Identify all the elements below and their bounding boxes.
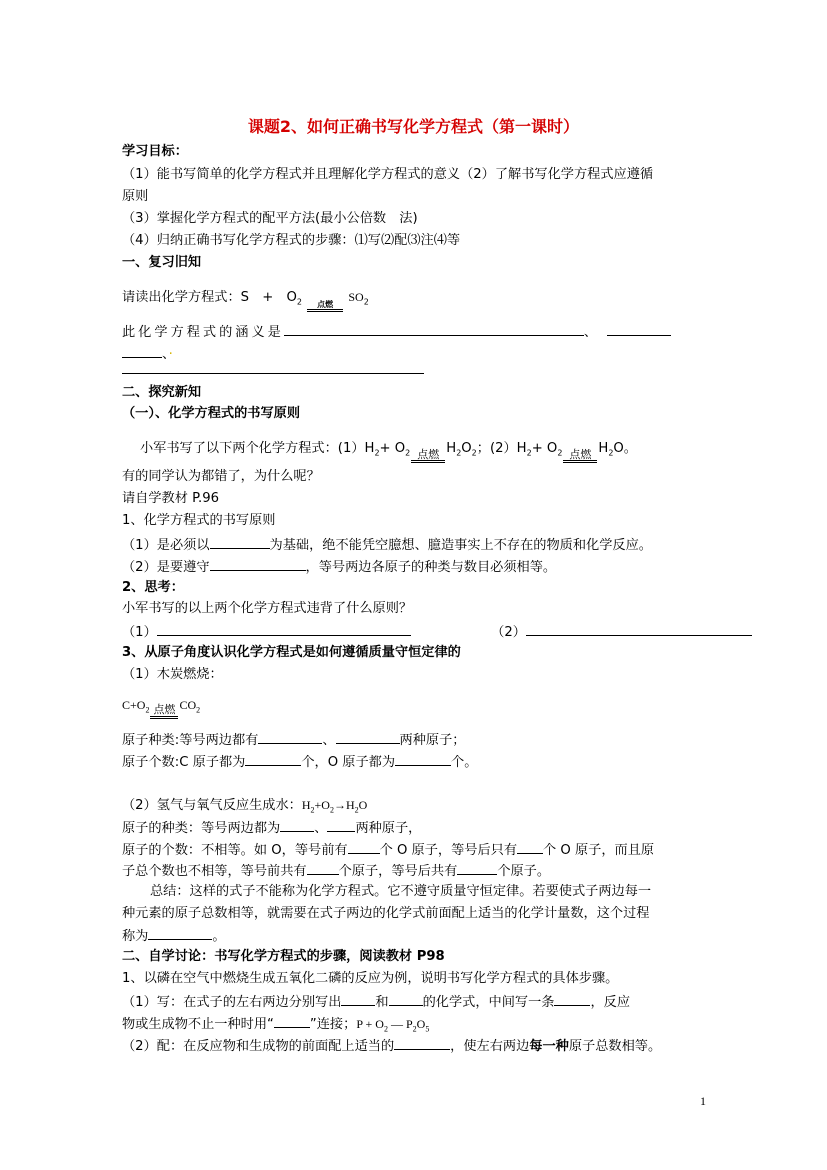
p-end: 原子总数相等。 [568,1039,662,1054]
page-title: 课题2、如何正确书写化学方程式（第一课时） [247,117,580,136]
review-prompt: 请读出化学方程式：S + O [122,290,297,305]
atom-count [122,752,477,772]
p-pre: （2）配：在反 [122,1039,210,1054]
n2-post: 个 O 原子，而且原 [543,843,655,858]
num-2b [122,861,550,881]
xiaojun-text: 小军书写了以下两个化学方程式：(1）H [140,441,375,456]
principle-2 [122,557,556,577]
discuss-heading: 二、自学讨论：书写化学方程式的步骤，阅读教材 P98 [122,949,445,964]
review-meaning [122,322,671,342]
num-post: 个。 [451,755,478,770]
w2-mid: ”连接； [309,1017,357,1032]
eq1-cond: 点燃 [417,447,440,461]
charcoal-equation: $C+O_2$ 点燃 $CO_2$ [122,696,200,719]
review-equation: 请读出化学方程式：S + $O_2$ 点燃 $SO_2$ [122,288,369,312]
atom-kind [122,730,465,750]
objective-line-4: （4）归纳正确书写化学方程式的步骤：⑴写⑵配⑶注⑷等 [122,233,461,248]
review-heading: 一、复习旧知 [122,255,202,270]
p1b-pre: （2）是要遵守 [122,560,210,575]
k2-mid: 、 [314,821,328,836]
answer-line [122,373,424,374]
k2-pre: 原子的种类：等号两边都为 [122,821,281,836]
kind-mid: 、 [322,733,336,748]
think-question: 小军书写的以上两个化学方程式违背了什么原则？ [122,601,413,616]
kind-2 [122,818,421,838]
kind-post: 两种原子； [399,733,466,748]
read-textbook: 请自学教材 P.96 [122,491,219,506]
w-and: 和 [375,995,389,1010]
objective-line-2: 原则 [122,189,149,204]
think-2-label: （2） [491,625,526,640]
meaning-label: 此化学方程式的涵义是 [122,325,284,340]
p-bold: 每一种 [529,1039,569,1054]
objective-line-1: （1）能书写简单的化学方程式并且理解化学方程式的意义（2）了解书写化学方程式应遵循 [122,167,654,182]
n2-m1: 个 O 原子，等号后只有 [379,843,518,858]
objectives-heading: 学习目标： [122,144,188,159]
meaning-cont-sep: 、 [162,347,169,362]
s3b-label: （2）氢气与氧气反应生成水： [122,798,302,813]
n2b-pre: 子总个数也不相等，等号前共有 [122,864,307,879]
discuss-1: 1、以磷在空气中燃烧生成五氧化二磷的反应为例，说明书写化学方程式的具体步骤。 [122,971,619,986]
p1a-pre: （1）是必须以 [122,538,210,553]
condition-label: 点燃 [317,299,334,309]
num-2 [122,840,654,860]
sum3-post: 。 [212,929,226,944]
section-3-heading: 3、从原子角度认识化学方程式是如何遵循质量守恒定律的 [122,645,461,660]
explore-sub1: （一）、化学方程式的书写原则 [122,406,301,421]
p1a-post: 为基础，绝不能凭空臆想、臆造事实上不存在的物质和化学反应。 [269,538,652,553]
c-eq-cond: 点燃 [153,704,176,717]
n2b-mid: 个原子，等号后共有 [338,864,458,879]
summary-1: 总结：这样的式子不能称为化学方程式。它不遵守质量守恒定律。若要使式子两边每一 [150,884,652,899]
w2-pre: 物或生成物不止一种时用“ [122,1017,274,1032]
w-post: ，反应 [590,995,631,1010]
summary-3 [122,926,226,946]
think-heading: 2、思考： [122,580,184,595]
write-step [122,992,630,1012]
question: 有的同学认为都错了，为什么呢？ [122,469,320,484]
kind-pre: 原子种类:等号两边都有 [122,733,259,748]
hydrogen-oxygen: （2）氢气与氧气反应生成水：$H_2+O_2\to H_2O$ [122,798,368,815]
principle-heading: 1、化学方程式的书写原则 [122,513,276,528]
write-step-2: 物或生成物不止一种时用“ ”连接；$P + O_2$ — $P_2O_5$ [122,1014,429,1038]
w2-eq: P + O [356,1017,384,1031]
num-pre: 原子个数:C 原子都为 [122,755,246,770]
page-number: 1 [700,1094,706,1108]
w-pre: （1）写：在式子的左右两边分别写出 [122,995,342,1010]
balance-step [122,1036,661,1056]
think-answers [122,622,752,642]
eq2-cond: 点燃 [569,447,592,461]
num-mid: 个，O 原子都为 [301,755,396,770]
objective-line-3: （3）掌握化学方程式的配平方法(最小公倍数 法) [122,211,418,226]
principle-1 [122,535,652,555]
k2-post: 两种原子， [355,821,422,836]
w-mid: 的化学式，中间写一条 [422,995,555,1010]
p-post: ，使左右两边 [450,1039,530,1054]
summary-2: 种元素的原子总数相等，就需要在式子两边的化学式前面配上适当的化学计量数，这个过程 [122,906,650,921]
review-product: SO [348,290,364,304]
charcoal-burning: （1）木炭燃烧： [122,667,223,682]
sum3-pre: 称为 [122,929,149,944]
think-1-label: （1） [122,625,157,640]
meaning-sep: 、 [583,325,601,340]
n2-pre: 原子的个数：不相等。如 O，等号前有 [122,843,348,858]
p1b-post: ，等号两边各原子的种类与数目必须相等。 [305,560,557,575]
w2-eq2: — P [387,1017,413,1031]
p-mid: 应物和生成物的前面配上适当的 [209,1039,395,1054]
n2b-post: 个原子。 [497,864,551,879]
review-meaning-cont: 、· [122,344,173,364]
explore-heading: 二、探究新知 [122,385,202,400]
xiaojun-equations: 小军书写了以下两个化学方程式：$(1)H_2+ O_2$ 点燃 $H_2O_2$；$(2)H_2+ O_2$ 点燃 $H_2O$。 [140,441,637,461]
